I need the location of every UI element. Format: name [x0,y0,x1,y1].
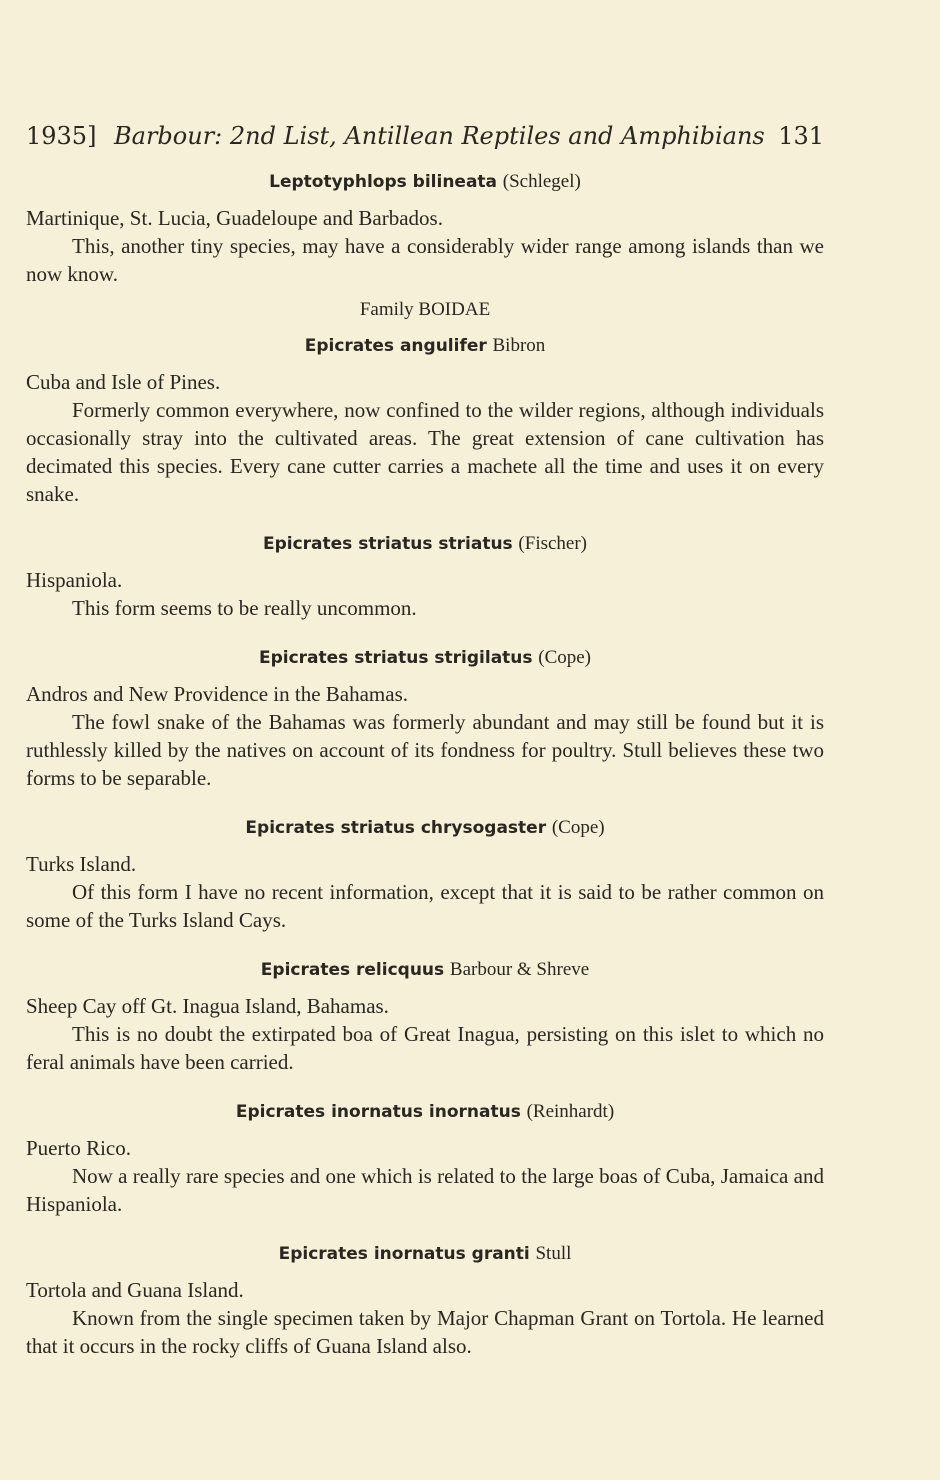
species-text: Now a really rare species and one which is related to the large boas of Cuba, Jamaica and Hispaniola. [26,1164,824,1216]
species-author: (Cope) [538,647,592,668]
species-text: The fowl snake of the Bahamas was formerly abundant and may still be found but it is ruthlessly killed by the natives on account of its fondness for poultry. Stull believes these two forms to be separable. [26,710,824,790]
page-number: 131 [778,122,824,150]
species-name: Leptotyphlops bilineata [269,172,498,192]
species-heading [26,644,824,672]
running-head [26,118,824,154]
species-name: Epicrates inornatus granti [278,1244,530,1264]
species-locality: Martinique, St. Lucia, Guadeloupe and Barbados. [26,206,443,230]
species-heading [26,814,824,842]
species-text: This form seems to be really uncommon. [72,596,417,620]
species-author: (Cope) [551,817,605,838]
species-locality: Puerto Rico. [26,1136,131,1160]
species-heading [26,956,824,984]
species-name: Epicrates striatus chrysogaster [245,818,547,838]
species-text: Known from the single specimen taken by Major Chapman Grant on Tortola. He learned that it occurs in the rocky cliffs of Guana Island also. [26,1306,824,1358]
species-heading [26,332,824,360]
species-author: Bibron [492,335,546,356]
species-name: Epicrates striatus strigilatus [258,648,533,668]
species-locality: Cuba and Isle of Pines. [26,370,221,394]
species-name: Epicrates relicquus [260,960,445,980]
species-entry [26,530,824,622]
species-entry [26,644,824,792]
species-author: (Fischer) [518,533,588,554]
species-name: Epicrates striatus striatus [262,534,513,554]
family-heading: Family BOIDAE [359,299,491,320]
species-author: (Schlegel) [502,171,581,192]
species-name: Epicrates inornatus inornatus [235,1102,521,1122]
species-author: Barbour & Shreve [449,959,590,980]
species-locality: Andros and New Providence in the Bahamas. [26,682,408,706]
header-title: Barbour: 2nd List, Antillean Reptiles and Amphibians [114,122,765,150]
species-entry [26,1098,824,1218]
species-locality: Turks Island. [26,852,137,876]
species-heading [26,1098,824,1126]
species-entry [26,814,824,934]
species-author: (Reinhardt) [526,1101,615,1122]
species-heading [26,530,824,558]
species-entry [26,168,824,288]
species-author: Stull [535,1243,572,1264]
page-body [26,118,824,1360]
species-heading [26,168,824,196]
species-entry [26,1240,824,1360]
species-entry [26,956,824,1076]
species-heading [26,1240,824,1268]
species-text: Formerly common everywhere, now confined to the wilder regions, although individuals occasionally stray into the cultivated areas. The great extension of cane cultivation has decimated this species. Every cane cutter carries a machete all the time and uses it on every snake. [26,398,824,506]
species-text: This, another tiny species, may have a considerably wider range among islands than we now know. [26,234,824,286]
species-name: Epicrates angulifer [304,336,487,356]
species-text: Of this form I have no recent information, except that it is said to be rather common on some of the Turks Island Cays. [26,880,824,932]
header-year: 1935] [26,122,97,150]
species-text: This is no doubt the extirpated boa of Great Inagua, persisting on this islet to which no feral animals have been carried. [26,1022,824,1074]
species-locality: Hispaniola. [26,568,123,592]
species-locality: Tortola and Guana Island. [26,1278,244,1302]
species-entry [26,332,824,508]
species-locality: Sheep Cay off Gt. Inagua Island, Bahamas. [26,994,389,1018]
